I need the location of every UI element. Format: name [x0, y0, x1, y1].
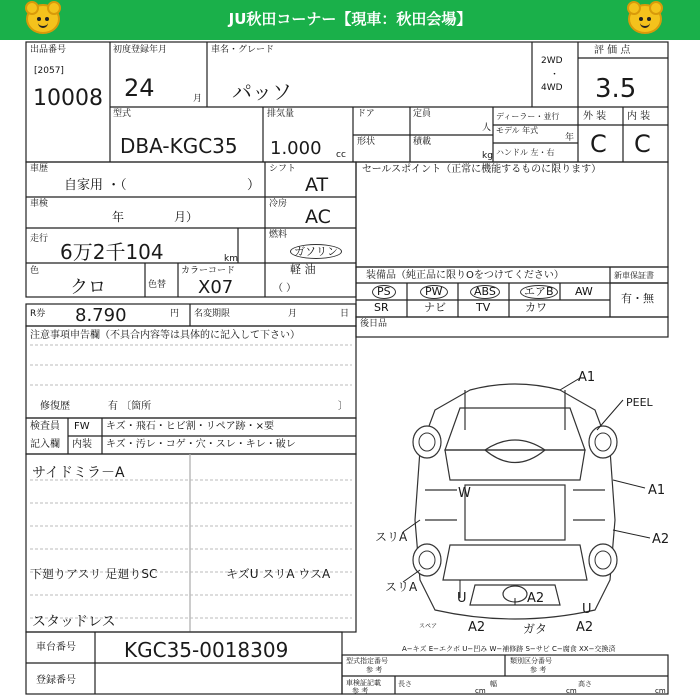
shift-value: AT [305, 174, 329, 196]
damage-legend: A−キズ E−エクボ U−凹み W−補修跡 S−サビ C−腐食 XX−交換済 [402, 645, 616, 653]
page-title: JU秋田コーナー【現車：秋田会場】 [228, 10, 472, 28]
repair-label: 修復歴 [40, 401, 70, 412]
history-value: 自家用 ・（ [64, 178, 127, 193]
diagram-spare-label: スペア [419, 623, 438, 630]
new-warranty-value: 有・無 [621, 292, 654, 305]
recycle-label: R券 [30, 309, 46, 319]
model-year-label: モデル 年式 [496, 126, 539, 135]
ext-value: C [590, 130, 607, 158]
name-value: パッソ [232, 80, 292, 104]
repair-value: 有 〔箇所 [108, 401, 152, 412]
nai-items: キズ・汚レ・コゲ・穴・スレ・キレ・破レ [106, 439, 296, 450]
equip-abs: ABS [470, 285, 500, 299]
mileage-unit: km [224, 254, 238, 264]
score-value: 3.5 [595, 74, 637, 104]
drive-2wd: 2WD [541, 56, 563, 66]
equip-aw: AW [575, 285, 593, 298]
color-code-value: X07 [198, 277, 234, 298]
ext-label: 外 装 [583, 111, 607, 122]
dealer-label: ディーラー・並行 [496, 112, 560, 121]
equip-tv: TV [476, 301, 491, 314]
history-label: 車歴 [30, 164, 49, 174]
diagram-mark-suri-a-2: スリA [385, 580, 418, 594]
capacity-unit: 人 [482, 123, 492, 133]
color-code-label: カラーコード [181, 266, 236, 276]
equip-ps: PS [372, 285, 396, 299]
mileage-value: 6万2千104 [60, 240, 164, 264]
lot-sub: [2057] [34, 66, 64, 76]
notes-label: 注意事項申告欄（不具合内容等は具体的に記入して下さい） [30, 330, 300, 341]
color-label: 色 [30, 266, 40, 276]
fuel-label: 燃料 [269, 230, 288, 240]
equip-airbag: エアB [520, 285, 558, 299]
fw-items: キズ・飛石・ヒビ割・リペア跡・×要 [106, 421, 274, 432]
mileage-label: 走行 [30, 234, 49, 244]
vehicle-cert-label: 車検証記載 [346, 679, 381, 687]
ac-label: 冷房 [269, 199, 288, 209]
name-change-day: 日 [340, 309, 350, 319]
score-label: 評 価 点 [594, 45, 631, 56]
equip-sr: SR [374, 301, 389, 314]
diagram-mark-a2-bottom: A2 [527, 591, 545, 606]
dim-width-unit: cm [566, 687, 577, 695]
cat-label: 類別区分番号 [510, 657, 552, 665]
equip-navi: ナビ [424, 301, 446, 314]
diagram-mark-u-right: U [582, 602, 592, 617]
model-label: 型式 [113, 109, 132, 119]
cat-ref: 参 考 [530, 666, 547, 674]
lot-label: 出品番号 [30, 45, 67, 55]
rear-seat-label: 後日品 [360, 319, 388, 329]
vehicle-cert-ref: 参 考 [352, 687, 369, 695]
year-unit: 年 [565, 133, 575, 143]
diagram-mark-gata: ガタ [523, 622, 548, 636]
diagram-mark-a2-right: A2 [652, 532, 670, 547]
chassis-value: KGC35-0018309 [124, 638, 289, 662]
first-reg-year: 24 [124, 74, 155, 102]
int-value: C [634, 130, 651, 158]
diagram-mark-a2-bl: A2 [468, 620, 486, 635]
inspect-month: 月） [174, 210, 199, 224]
month-unit: 月 [193, 94, 203, 104]
disp-value: 1.000 [270, 138, 322, 159]
shift-label: シフト [269, 164, 297, 174]
record-label: 記入欄 [30, 439, 60, 450]
shape-label: 形状 [357, 137, 376, 147]
equip-label: 装備品（純正品に限りOをつけてください） [366, 270, 564, 281]
dim-length: 長さ [398, 680, 412, 688]
fuel-paren: （ ） [273, 283, 297, 294]
load-unit: kg [482, 151, 493, 161]
equip-pw: PW [420, 285, 448, 299]
sales-label: セールスポイント（正常に機能するものに限ります） [362, 164, 602, 175]
equip-leather: カワ [525, 301, 547, 314]
fw-label: FW [74, 421, 90, 432]
disp-unit: cc [336, 150, 346, 160]
dim-height-unit: cm [655, 687, 666, 695]
diagram-mark-a2-br: A2 [576, 620, 594, 635]
note-studless: スタッドレス [32, 614, 116, 630]
history-close: ） [247, 178, 261, 193]
load-label: 積載 [413, 137, 432, 147]
first-reg-label: 初度登録年月 [113, 45, 168, 55]
diagram-mark-u-left: U [457, 591, 467, 606]
name-change-label: 名変期限 [194, 309, 231, 319]
color-value: クロ [70, 277, 106, 298]
dim-length-unit: cm [475, 687, 486, 695]
repair-close: 〕 [338, 401, 348, 412]
diagram-mark-suri-a-1: スリA [375, 530, 408, 544]
color-no-label: 色替 [148, 280, 167, 290]
nai-label: 内装 [72, 439, 92, 450]
inspect-year: 年 [112, 210, 125, 224]
inspect-label: 車検 [30, 199, 49, 209]
note-damage: キズU スリA ウスA [226, 567, 331, 581]
diagram-mark-a1-right: A1 [648, 483, 666, 498]
type-cert-ref: 参 考 [366, 666, 383, 674]
fuel-light: 軽 油 [290, 263, 316, 276]
recycle-unit: 円 [170, 309, 180, 319]
diagram-mark-w: W [458, 486, 471, 501]
note-side-mirror: サイドミラ－A [32, 465, 125, 481]
diagram-mark-a1-top: A1 [578, 370, 596, 385]
chassis-label: 車台番号 [36, 642, 76, 653]
new-warranty-label: 新車保証書 [614, 271, 654, 280]
reg-label: 登録番号 [36, 675, 76, 686]
drive-dot: ・ [550, 70, 560, 80]
capacity-label: 定員 [413, 109, 432, 119]
dim-height: 高さ [578, 680, 592, 688]
inspect-entry-label: 検査員 [30, 421, 60, 432]
door-label: ドア [357, 109, 375, 119]
handle-label: ハンドル 左・右 [496, 148, 555, 157]
int-label: 内 装 [627, 111, 651, 122]
note-underbody: 下廻りアスリ 足廻りSC [30, 567, 158, 581]
name-label: 車名・グレード [211, 45, 275, 55]
name-change-month: 月 [288, 309, 298, 319]
fuel-gas: ガソリン [290, 244, 342, 259]
lot-number: 10008 [33, 86, 103, 111]
drive-4wd: 4WD [541, 83, 563, 93]
type-cert-label: 型式指定番号 [346, 657, 388, 665]
dim-width: 幅 [490, 680, 497, 688]
diagram-mark-peel: PEEL [626, 396, 653, 409]
disp-label: 排気量 [267, 109, 295, 119]
car-damage-diagram [365, 370, 665, 640]
model-value: DBA-KGC35 [120, 134, 238, 158]
ac-value: AC [305, 206, 331, 228]
recycle-value: 8.790 [75, 305, 127, 326]
